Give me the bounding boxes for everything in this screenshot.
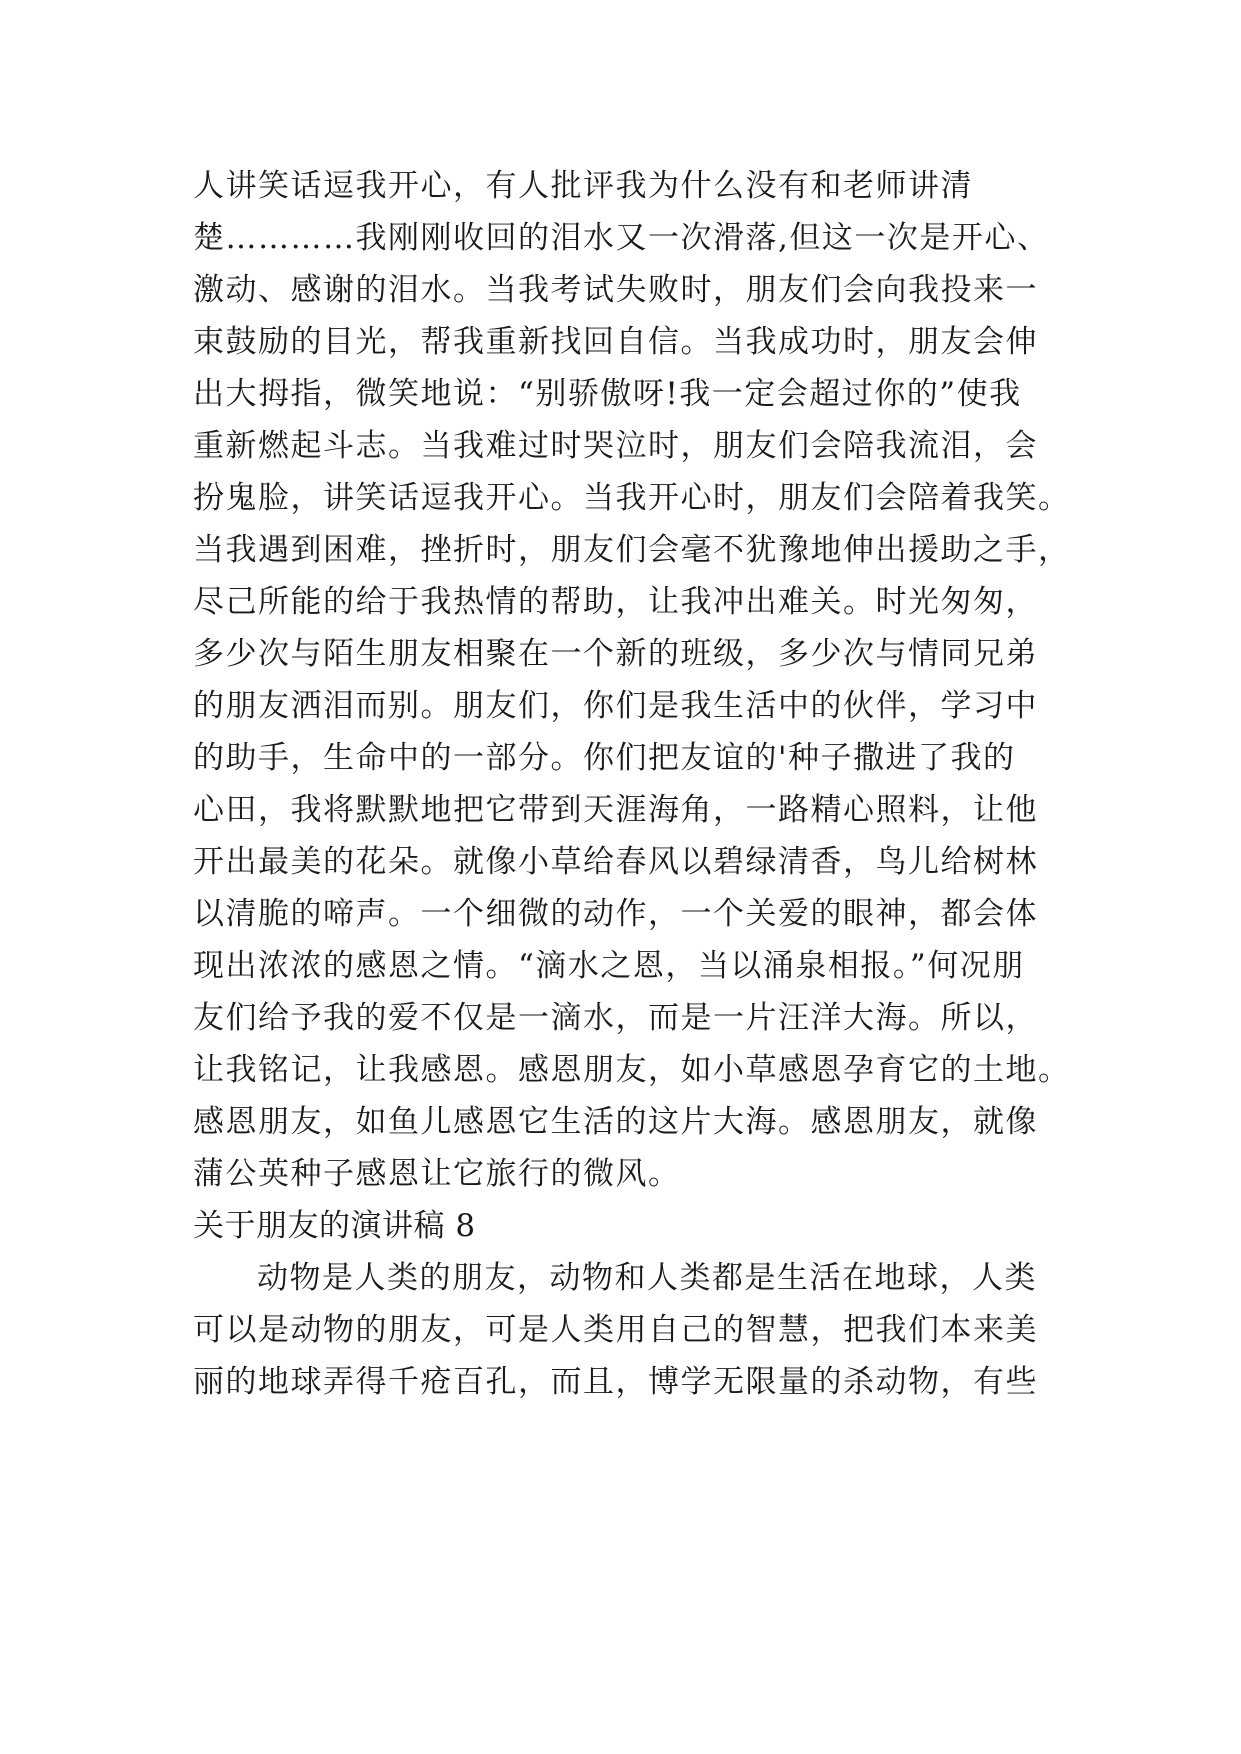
paragraph-line: 扮鬼脸，讲笑话逗我开心。当我开心时，朋友们会陪着我笑。 — [193, 480, 1071, 516]
paragraph-line: 丽的地球弄得千疮百孔，而且，博学无限量的杀动物，有些 — [193, 1364, 1038, 1400]
paragraph-line: 让我铭记，让我感恩。感恩朋友，如小草感恩孕育它的土地。 — [193, 1052, 1071, 1088]
paragraph-line: 以清脆的啼声。一个细微的动作，一个关爱的眼神，都会体 — [193, 896, 1038, 932]
paragraph-line: 动物是人类的朋友，动物和人类都是生活在地球，人类 — [257, 1260, 1037, 1296]
paragraph-line: 现出浓浓的感恩之情。“滴水之恩，当以涌泉相报。”何况朋 — [193, 948, 1025, 984]
paragraph-line: 出大拇指，微笑地说：“别骄傲呀!我一定会超过你的”使我 — [193, 376, 1022, 412]
paragraph-line: 蒲公英种子感恩让它旅行的微风。 — [193, 1156, 681, 1192]
paragraph-line: 开出最美的花朵。就像小草给春风以碧绿清香，鸟儿给树林 — [193, 844, 1038, 880]
paragraph-line: 束鼓励的目光，帮我重新找回自信。当我成功时，朋友会伸 — [193, 324, 1038, 360]
paragraph-line: 激动、感谢的泪水。当我考试失败时，朋友们会向我投来一 — [193, 272, 1038, 308]
paragraph-line: 友们给予我的爱不仅是一滴水，而是一片汪洋大海。所以， — [193, 1000, 1038, 1036]
paragraph-line: 感恩朋友，如鱼儿感恩它生活的这片大海。感恩朋友，就像 — [193, 1104, 1038, 1140]
section-heading: 关于朋友的演讲稿 8 — [193, 1208, 476, 1244]
document-body — [193, 160, 1073, 1408]
paragraph-line: 尽己所能的给于我热情的帮助，让我冲出难关。时光匆匆， — [193, 584, 1038, 620]
paragraph-line: 人讲笑话逗我开心，有人批评我为什么没有和老师讲清 — [193, 168, 973, 204]
paragraph-line: 重新燃起斗志。当我难过时哭泣时，朋友们会陪我流泪，会 — [193, 428, 1038, 464]
paragraph-line: 可以是动物的朋友，可是人类用自己的智慧，把我们本来美 — [193, 1312, 1038, 1348]
paragraph-line: 当我遇到困难，挫折时，朋友们会毫不犹豫地伸出援助之手， — [193, 532, 1071, 568]
paragraph-line: 楚…………我刚刚收回的泪水又一次滑落,但这一次是开心、 — [193, 220, 1050, 256]
paragraph-line: 的助手，生命中的一部分。你们把友谊的'种子撒进了我的 — [193, 740, 1016, 776]
paragraph-line: 心田，我将默默地把它带到天涯海角，一路精心照料，让他 — [193, 792, 1038, 828]
paragraph-line: 多少次与陌生朋友相聚在一个新的班级，多少次与情同兄弟 — [193, 636, 1038, 672]
paragraph-line: 的朋友洒泪而别。朋友们，你们是我生活中的伙伴，学习中 — [193, 688, 1038, 724]
